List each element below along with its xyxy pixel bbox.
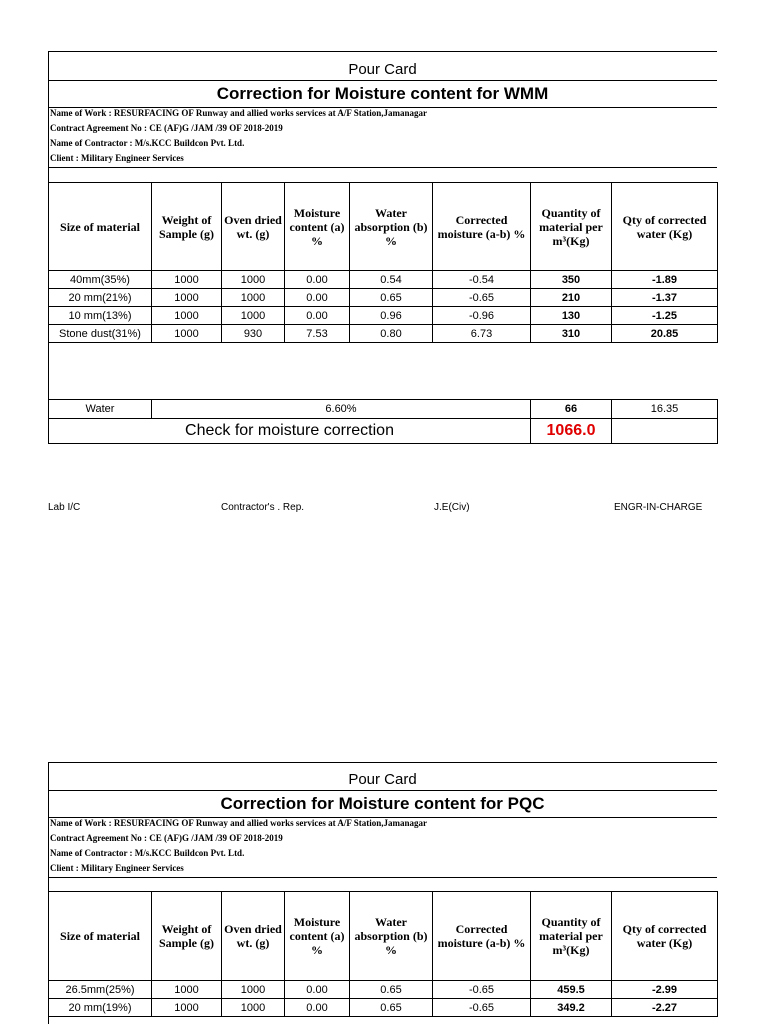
cell-weight: 1000 (152, 307, 222, 325)
pour-card-title: Pour Card (348, 61, 417, 78)
table-row (49, 981, 718, 999)
cell-weight: 1000 (152, 289, 222, 307)
card-top-border (48, 51, 717, 52)
table-row (49, 999, 718, 1017)
header-moisture: Moisture content (a) % (285, 892, 350, 981)
cell-corrected: -0.65 (433, 981, 531, 999)
title-divider (48, 790, 717, 791)
table-header-row (49, 183, 718, 271)
cell-corrected: 6.73 (433, 325, 531, 343)
cell-oven: 1000 (222, 999, 285, 1017)
cell-weight: 1000 (152, 999, 222, 1017)
cell-absorption: 0.65 (350, 999, 433, 1017)
cell-corrected: -0.65 (433, 999, 531, 1017)
check-value: 1066.0 (531, 419, 612, 444)
cell-quantity: 130 (531, 307, 612, 325)
water-percent: 6.60% (152, 400, 531, 419)
info-contractor: Name of Contractor : M/s.KCC Buildcon Pvt. Ltd. (50, 848, 245, 858)
table-header-row (49, 892, 718, 981)
header-absorption: Water absorption (b) % (350, 892, 433, 981)
header-weight: Weight of Sample (g) (152, 892, 222, 981)
info-divider (48, 167, 717, 168)
cell-size: 40mm(35%) (49, 271, 152, 289)
info-client: Client : Military Engineer Services (50, 863, 184, 873)
cell-corrected: -0.96 (433, 307, 531, 325)
cell-quantity: 210 (531, 289, 612, 307)
header-size: Size of material (49, 183, 152, 271)
cell-oven: 1000 (222, 981, 285, 999)
cell-size: 20 mm(19%) (49, 999, 152, 1017)
info-contractor: Name of Contractor : M/s.KCC Buildcon Pvt. Ltd. (50, 138, 245, 148)
cell-quantity: 459.5 (531, 981, 612, 999)
cell-moisture: 0.00 (285, 307, 350, 325)
cell-water: -1.25 (612, 307, 718, 325)
cell-oven: 1000 (222, 271, 285, 289)
cell-absorption: 0.54 (350, 271, 433, 289)
cell-oven: 1000 (222, 307, 285, 325)
table-row (49, 271, 718, 289)
cell-moisture: 7.53 (285, 325, 350, 343)
pour-card-title: Pour Card (348, 771, 417, 788)
cell-moisture: 0.00 (285, 981, 350, 999)
cell-size: 10 mm(13%) (49, 307, 152, 325)
cell-water: -1.89 (612, 271, 718, 289)
water-row (48, 399, 718, 419)
cell-absorption: 0.80 (350, 325, 433, 343)
info-name-of-work: Name of Work : RESURFACING OF Runway and allied works services at A/F Station,Jamanagar (50, 108, 428, 118)
sig-contractor-rep: Contractor's . Rep. (221, 502, 305, 513)
cell-water: -1.37 (612, 289, 718, 307)
header-weight: Weight of Sample (g) (152, 183, 222, 271)
info-divider (48, 877, 717, 878)
cell-oven: 930 (222, 325, 285, 343)
cell-absorption: 0.65 (350, 981, 433, 999)
check-empty (612, 419, 718, 444)
header-size: Size of material (49, 892, 152, 981)
cell-water: -2.99 (612, 981, 718, 999)
cell-absorption: 0.65 (350, 289, 433, 307)
pour-card-wmm (48, 51, 717, 521)
check-label: Check for moisture correction (49, 419, 531, 444)
water-label: Water (49, 400, 152, 419)
header-corrected-water: Qty of corrected water (Kg) (612, 892, 718, 981)
header-corrected-moisture: Corrected moisture (a-b) % (433, 892, 531, 981)
pour-card-subtitle: Correction for Moisture content for PQC (220, 794, 545, 813)
pour-card-subtitle: Correction for Moisture content for WMM (216, 84, 549, 103)
cell-weight: 1000 (152, 981, 222, 999)
cell-quantity: 349.2 (531, 999, 612, 1017)
header-oven-dried: Oven dried wt. (g) (222, 892, 285, 981)
cell-size: 26.5mm(25%) (49, 981, 152, 999)
table-row (49, 289, 718, 307)
cell-moisture: 0.00 (285, 999, 350, 1017)
water-corrected: 16.35 (612, 400, 718, 419)
moisture-table (48, 891, 718, 1017)
cell-weight: 1000 (152, 271, 222, 289)
header-quantity: Quantity of material per m³(Kg) (531, 183, 612, 271)
cell-size: Stone dust(31%) (49, 325, 152, 343)
cell-absorption: 0.96 (350, 307, 433, 325)
info-name-of-work: Name of Work : RESURFACING OF Runway and allied works services at A/F Station,Jamanagar (50, 818, 428, 828)
cell-corrected: -0.54 (433, 271, 531, 289)
cell-size: 20 mm(21%) (49, 289, 152, 307)
water-qty: 66 (531, 400, 612, 419)
cell-water: -2.27 (612, 999, 718, 1017)
header-corrected-water: Qty of corrected water (Kg) (612, 183, 718, 271)
info-contract-agreement: Contract Agreement No : CE (AF)G /JAM /39 OF 2018-2019 (50, 123, 283, 133)
title-divider (48, 80, 717, 81)
cell-moisture: 0.00 (285, 271, 350, 289)
pour-card-pqc (48, 762, 717, 1024)
header-moisture: Moisture content (a) % (285, 183, 350, 271)
cell-water: 20.85 (612, 325, 718, 343)
moisture-check-row (48, 418, 718, 444)
table-row (49, 325, 718, 343)
cell-oven: 1000 (222, 289, 285, 307)
header-quantity: Quantity of material per m³(Kg) (531, 892, 612, 981)
sig-engr-in-charge: ENGR-IN-CHARGE (614, 502, 703, 513)
info-client: Client : Military Engineer Services (50, 153, 184, 163)
info-contract-agreement: Contract Agreement No : CE (AF)G /JAM /39 OF 2018-2019 (50, 833, 283, 843)
cell-moisture: 0.00 (285, 289, 350, 307)
cell-quantity: 350 (531, 271, 612, 289)
sig-je-civ: J.E(Civ) (434, 502, 470, 513)
cell-corrected: -0.65 (433, 289, 531, 307)
cell-quantity: 310 (531, 325, 612, 343)
header-oven-dried: Oven dried wt. (g) (222, 183, 285, 271)
cell-weight: 1000 (152, 325, 222, 343)
header-absorption: Water absorption (b) % (350, 183, 433, 271)
sig-lab-ic: Lab I/C (48, 502, 81, 513)
header-corrected-moisture: Corrected moisture (a-b) % (433, 183, 531, 271)
moisture-table (48, 182, 718, 343)
table-row (49, 307, 718, 325)
card-top-border (48, 762, 717, 763)
